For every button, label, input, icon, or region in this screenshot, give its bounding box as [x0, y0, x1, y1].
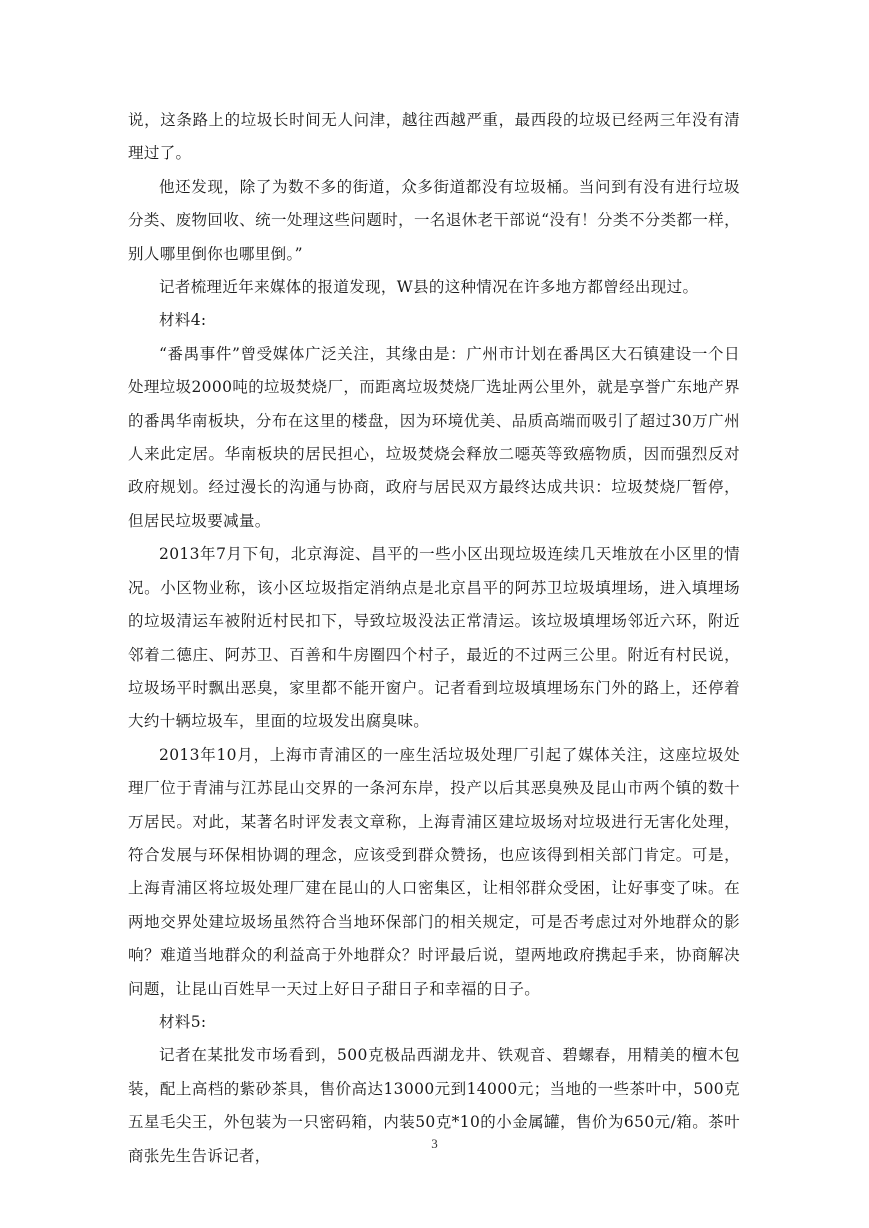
- paragraph: 说，这条路上的垃圾长时间无人问津，越往西越严重，最西段的垃圾已经两三年没有清理过了。: [128, 111, 740, 163]
- paragraph: 记者梳理近年来媒体的报道发现，W县的这种情况在许多地方都曾经出现过。: [159, 278, 699, 297]
- paragraph: 记者在某批发市场看到，500克极品西湖龙井、铁观音、碧螺春，用精美的檀木包装，配上高档的紫砂茶具，售价高达13000元到14000元；当地的一些茶叶中，500克五星毛尖王，外包装为一只密码箱，内装50克*10的小金属罐，售价为650元/箱。茶叶商张先生告诉记者，: [128, 1046, 740, 1165]
- section-heading-material-5: 材料5:: [159, 1012, 207, 1031]
- body-text: [128, 104, 740, 1173]
- page-number: 3: [431, 1136, 438, 1151]
- section-heading-material-4: 材料4:: [159, 311, 207, 330]
- paragraph: 他还发现，除了为数不多的街道，众多街道都没有垃圾桶。当问到有没有进行垃圾分类、废物回收、统一处理这些问题时，一名退休老干部说“没有！分类不分类都一样，别人哪里倒你也哪里倒。”: [128, 177, 740, 263]
- paragraph: “番禺事件”曾受媒体广泛关注，其缘由是：广州市计划在番禺区大石镇建设一个日处理垃圾2000吨的垃圾焚烧厂，而距离垃圾焚烧厂选址两公里外，就是享誉广东地产界的番禺华南板块，分布在这里的楼盘，因为环境优美、品质高端而吸引了超过30万广州人来此定居。华南板块的居民担心，垃圾焚烧会释放二噁英等致癌物质，因而强烈反对政府规划。经过漫长的沟通与协商，政府与居民双方最终达成共识：垃圾焚烧厂暂停，但居民垃圾要减量。: [128, 344, 740, 530]
- paragraph: 2013年10月，上海市青浦区的一座生活垃圾处理厂引起了媒体关注，这座垃圾处理厂位于青浦与江苏昆山交界的一条河东岸，投产以后其恶臭殃及昆山市两个镇的数十万居民。对此，某著名时评发表文章称，上海青浦区建垃圾场对垃圾进行无害化处理，符合发展与环保相协调的理念，应该受到群众赞扬，也应该得到相关部门肯定。可是，上海青浦区将垃圾处理厂建在昆山的人口密集区，让相邻群众受困，让好事变了味。在两地交界处建垃圾场虽然符合当地环保部门的相关规定，可是否考虑过对外地群众的影响？难道当地群众的利益高于外地群众？时评最后说，望两地政府携起手来，协商解决问题，让昆山百姓早一天过上好日子甜日子和幸福的日子。: [128, 745, 740, 998]
- paragraph: 2013年7月下旬，北京海淀、昌平的一些小区出现垃圾连续几天堆放在小区里的情况。小区物业称，该小区垃圾指定消纳点是北京昌平的阿苏卫垃圾填埋场，进入填埋场的垃圾清运车被附近村民扣下，导致垃圾没法正常清运。该垃圾填埋场邻近六环，附近邻着二德庄、阿苏卫、百善和牛房圈四个村子，最近的不过两三公里。附近有村民说，垃圾场平时飘出恶臭，家里都不能开窗户。记者看到垃圾填埋场东门外的路上，还停着大约十辆垃圾车，里面的垃圾发出腐臭味。: [128, 545, 740, 731]
